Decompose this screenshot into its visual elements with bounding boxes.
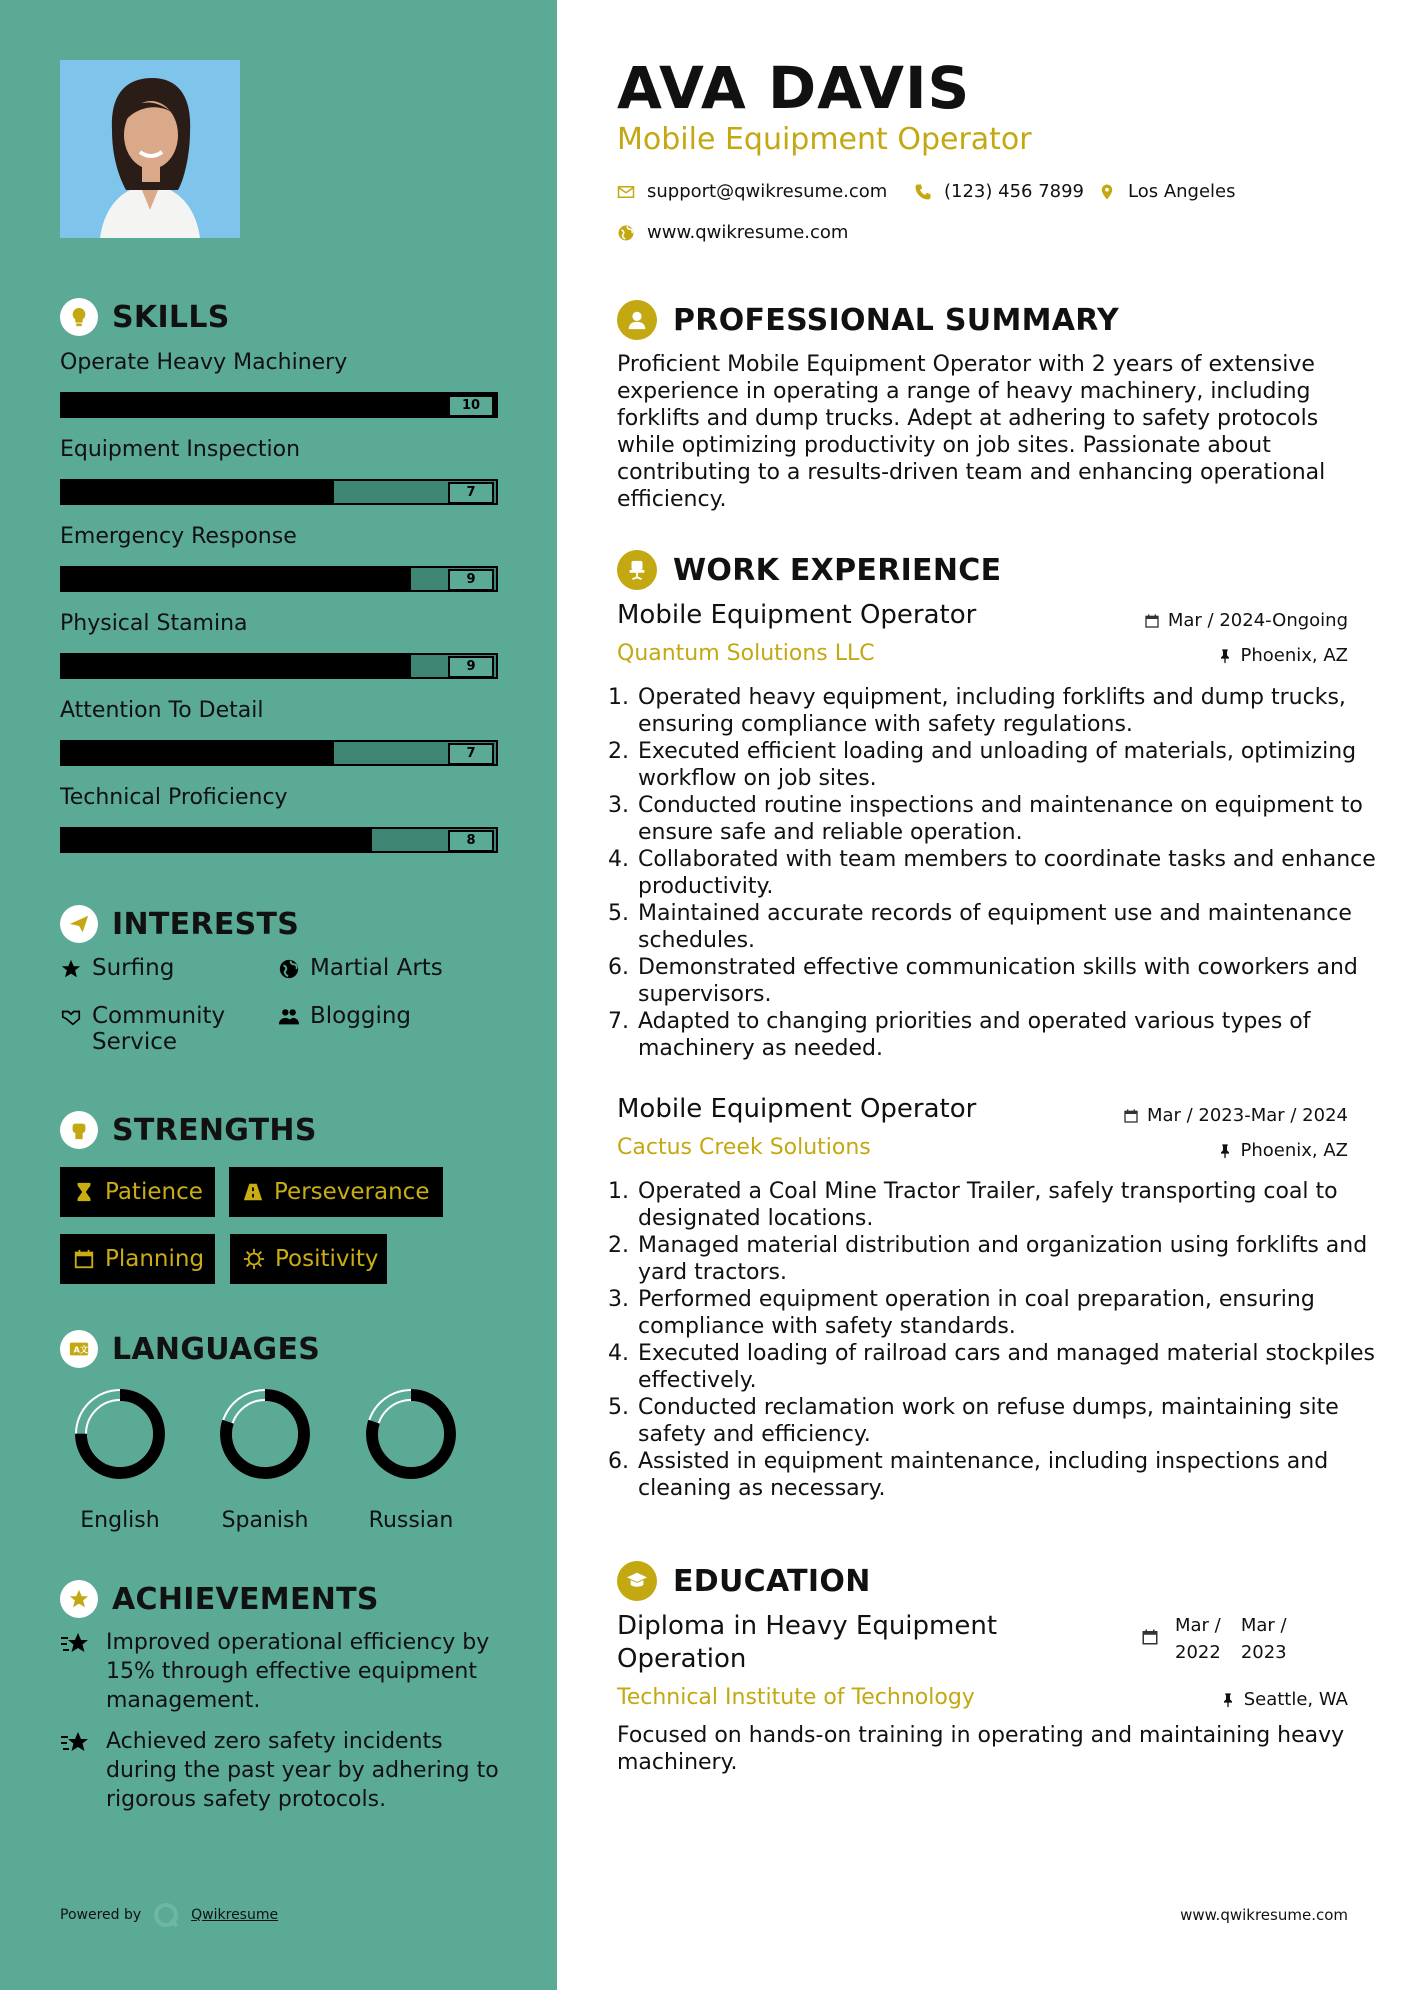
interest-item	[60, 1003, 260, 1055]
calendar-icon	[73, 1248, 95, 1270]
job-company: Cactus Creek Solutions	[617, 1135, 871, 1160]
translate-icon	[60, 1330, 98, 1368]
powered-by	[60, 1902, 278, 1928]
job-location-text: Phoenix, AZ	[1240, 645, 1348, 666]
skill-item	[60, 437, 498, 505]
duty-item: 6. Assisted in equipment maintenance, including inspections and cleaning as necessary.	[636, 1448, 1376, 1502]
strength-badge	[230, 1234, 387, 1284]
shooting-star-icon	[60, 1729, 92, 1757]
skill-item	[60, 698, 498, 766]
language-label: Russian	[368, 1508, 454, 1533]
skill-bar-fill	[62, 568, 411, 590]
star-badge-icon	[60, 1580, 98, 1618]
powered-by-label: Powered by	[60, 1907, 142, 1923]
location-text: Los Angeles	[1128, 181, 1236, 202]
school-name: Technical Institute of Technology	[617, 1685, 975, 1710]
language-item	[361, 1388, 461, 1533]
achievement-text: Achieved zero safety incidents during the past year by adhering to rigorous safety protocols.	[106, 1729, 499, 1812]
job-company: Quantum Solutions LLC	[617, 641, 875, 666]
contact-location	[1098, 181, 1236, 202]
skill-item	[60, 611, 498, 679]
language-donut	[219, 1388, 311, 1480]
interest-item	[60, 955, 174, 981]
skill-value: 9	[448, 569, 494, 591]
language-label: Spanish	[221, 1508, 309, 1533]
experience-title: WORK EXPERIENCE	[673, 552, 1002, 588]
fist-icon	[60, 1111, 98, 1149]
job-dates	[1144, 610, 1348, 631]
skills-title: SKILLS	[112, 299, 230, 335]
experience-header	[617, 550, 1001, 590]
skill-bar-fill	[62, 655, 411, 677]
duty-item: 1. Operated a Coal Mine Tractor Trailer, safely transporting coal to designated locations.	[636, 1178, 1376, 1232]
duty-item: 3. Performed equipment operation in coal preparation, ensuring compliance with safety standards.	[636, 1286, 1376, 1340]
summary-title: PROFESSIONAL SUMMARY	[673, 302, 1120, 338]
duty-item: 2. Managed material distribution and organization using forklifts and yard tractors.	[636, 1232, 1376, 1286]
user-icon	[617, 300, 657, 340]
skill-label: Technical Proficiency	[60, 785, 288, 810]
strength-label: Perseverance	[274, 1179, 430, 1205]
interests-title: INTERESTS	[112, 906, 300, 942]
job-location	[1217, 645, 1349, 666]
qwikresume-link[interactable]: Qwikresume	[191, 1907, 279, 1923]
degree-title: Diploma in Heavy Equipment Operation	[617, 1611, 998, 1674]
interest-label: Surfing	[92, 955, 175, 981]
strength-badge	[60, 1234, 215, 1284]
envelope-icon	[617, 183, 635, 201]
skill-bar	[60, 392, 498, 418]
candidate-name: AVA DAVIS	[617, 54, 971, 122]
contact-email	[617, 181, 887, 202]
skill-label: Physical Stamina	[60, 611, 248, 636]
skill-bar	[60, 740, 498, 766]
skill-bar-fill	[62, 742, 334, 764]
skill-label: Emergency Response	[60, 524, 297, 549]
language-label: English	[80, 1508, 160, 1533]
languages-header	[60, 1330, 320, 1368]
sidebar	[0, 0, 557, 1990]
skill-bar-fill	[62, 481, 334, 503]
skill-bar-fill	[62, 394, 496, 416]
duty-item: 2. Executed efficient loading and unloading of materials, optimizing workflow on job sites.	[636, 738, 1376, 792]
achievement-item	[60, 1628, 500, 1715]
skill-value: 7	[448, 743, 494, 765]
skill-label: Attention To Detail	[60, 698, 264, 723]
calendar-icon	[1123, 1108, 1139, 1124]
phone-text[interactable]: (123) 456 7899	[944, 181, 1085, 202]
duty-item: 1. Operated heavy equipment, including forklifts and dump trucks, ensuring compliance with safety regulations.	[636, 684, 1376, 738]
language-donut	[74, 1388, 166, 1480]
job-dates-text: Mar / 2024-Ongoing	[1167, 610, 1348, 631]
interest-label: Martial Arts	[310, 955, 443, 981]
footer-url[interactable]: www.qwikresume.com	[1180, 1906, 1348, 1924]
interests-header	[60, 905, 299, 943]
duty-item: 4. Collaborated with team members to coordinate tasks and enhance productivity.	[636, 846, 1376, 900]
language-donut	[365, 1388, 457, 1480]
office-chair-icon	[617, 550, 657, 590]
qwikresume-logo-icon	[153, 1902, 179, 1928]
education-end-month: Mar /	[1240, 1615, 1287, 1636]
language-item	[215, 1388, 315, 1533]
hourglass-icon	[73, 1181, 95, 1203]
pushpin-icon	[1220, 1692, 1236, 1708]
paper-plane-icon	[60, 905, 98, 943]
education-dates	[1141, 1612, 1287, 1666]
map-pin-icon	[1098, 183, 1116, 201]
svg-text:A文: A文	[73, 1344, 89, 1355]
education-start-month: Mar /	[1175, 1615, 1221, 1636]
phone-icon	[914, 183, 932, 201]
strength-badge	[229, 1167, 443, 1217]
candidate-role: Mobile Equipment Operator	[617, 122, 1032, 157]
calendar-icon	[1141, 1628, 1159, 1646]
interest-label: Community Service	[92, 1003, 226, 1055]
skill-label: Equipment Inspection	[60, 437, 301, 462]
duty-item: 3. Conducted routine inspections and maintenance on equipment to ensure safe and reliable operation.	[636, 792, 1376, 846]
job-location-text: Phoenix, AZ	[1240, 1140, 1348, 1161]
education-header	[617, 1561, 871, 1601]
education-end	[1237, 1612, 1287, 1666]
graduation-cap-icon	[617, 1561, 657, 1601]
lightbulb-icon	[60, 298, 98, 336]
email-text[interactable]: support@qwikresume.com	[647, 181, 888, 202]
skill-value: 9	[448, 656, 494, 678]
education-end-year: 2023	[1240, 1642, 1287, 1663]
pushpin-icon	[1217, 648, 1233, 664]
education-location	[1220, 1689, 1348, 1710]
skill-value: 7	[448, 482, 494, 504]
job-dates-text: Mar / 2023-Mar / 2024	[1146, 1105, 1348, 1126]
duty-item: 4. Executed loading of railroad cars and managed material stockpiles effectively.	[636, 1340, 1376, 1394]
languages-title: LANGUAGES	[112, 1331, 321, 1367]
job-duties	[612, 684, 1376, 1062]
duty-item: 7. Adapted to changing priorities and operated various types of machinery as needed.	[636, 1008, 1376, 1062]
sun-icon	[243, 1248, 265, 1270]
job-dates	[1123, 1105, 1348, 1126]
road-icon	[242, 1181, 264, 1203]
globe-icon	[278, 958, 300, 980]
job-title: Mobile Equipment Operator	[617, 600, 977, 630]
skill-bar-fill	[62, 829, 372, 851]
globe-icon	[617, 224, 635, 242]
skill-bar	[60, 653, 498, 679]
skill-bar	[60, 566, 498, 592]
skill-item	[60, 350, 498, 418]
achievement-text: Improved operational efficiency by 15% through effective equipment management.	[106, 1630, 490, 1713]
skills-header	[60, 298, 230, 336]
skill-item	[60, 524, 498, 592]
users-icon	[278, 1006, 300, 1028]
duty-item: 6. Demonstrated effective communication skills with coworkers and supervisors.	[636, 954, 1376, 1008]
summary-header	[617, 300, 1119, 340]
strength-badge	[60, 1167, 215, 1217]
strengths-header	[60, 1111, 317, 1149]
skill-value: 8	[448, 830, 494, 852]
star-icon	[60, 958, 82, 980]
strengths-title: STRENGTHS	[112, 1112, 317, 1148]
handshake-icon	[60, 1006, 82, 1028]
skill-label: Operate Heavy Machinery	[60, 350, 348, 375]
interest-label: Blogging	[310, 1003, 412, 1029]
shooting-star-icon	[60, 1630, 92, 1658]
summary-text: Proficient Mobile Equipment Operator with 2 years of extensive experience in operating a range of heavy machinery, including forklifts and dump trucks. Adept at adhering to safety protocols while optimizing productivity on job sites. Passionate about contributing to a results-driven team and enhancing operational efficiency.	[617, 352, 1326, 512]
contact-website	[617, 222, 848, 243]
skill-bar	[60, 827, 498, 853]
website-text[interactable]: www.qwikresume.com	[647, 222, 849, 243]
strength-label: Patience	[105, 1179, 203, 1205]
education-start-year: 2022	[1175, 1642, 1221, 1663]
education-title: EDUCATION	[673, 1563, 871, 1599]
education-start	[1175, 1612, 1221, 1666]
job-location	[1217, 1140, 1349, 1161]
profile-photo	[60, 60, 240, 238]
skill-bar	[60, 479, 498, 505]
duty-item: 5. Conducted reclamation work on refuse dumps, maintaining site safety and efficiency.	[636, 1394, 1376, 1448]
interest-item	[278, 1003, 411, 1029]
language-item	[70, 1388, 170, 1533]
calendar-icon	[1144, 613, 1160, 629]
strength-label: Planning	[105, 1246, 205, 1272]
job-title: Mobile Equipment Operator	[617, 1094, 977, 1124]
interest-item	[278, 955, 443, 981]
duty-item: 5. Maintained accurate records of equipment use and maintenance schedules.	[636, 900, 1376, 954]
achievement-item	[60, 1727, 500, 1814]
skill-item	[60, 785, 498, 853]
pushpin-icon	[1217, 1143, 1233, 1159]
contact-phone	[914, 181, 1084, 202]
achievements-title: ACHIEVEMENTS	[112, 1581, 379, 1617]
education-location-text: Seattle, WA	[1243, 1689, 1348, 1710]
education-description: Focused on hands-on training in operating and maintaining heavy machinery.	[617, 1723, 1345, 1775]
skill-value: 10	[448, 395, 494, 417]
job-duties	[612, 1178, 1376, 1502]
strength-label: Positivity	[275, 1246, 379, 1272]
achievements-header	[60, 1580, 379, 1618]
